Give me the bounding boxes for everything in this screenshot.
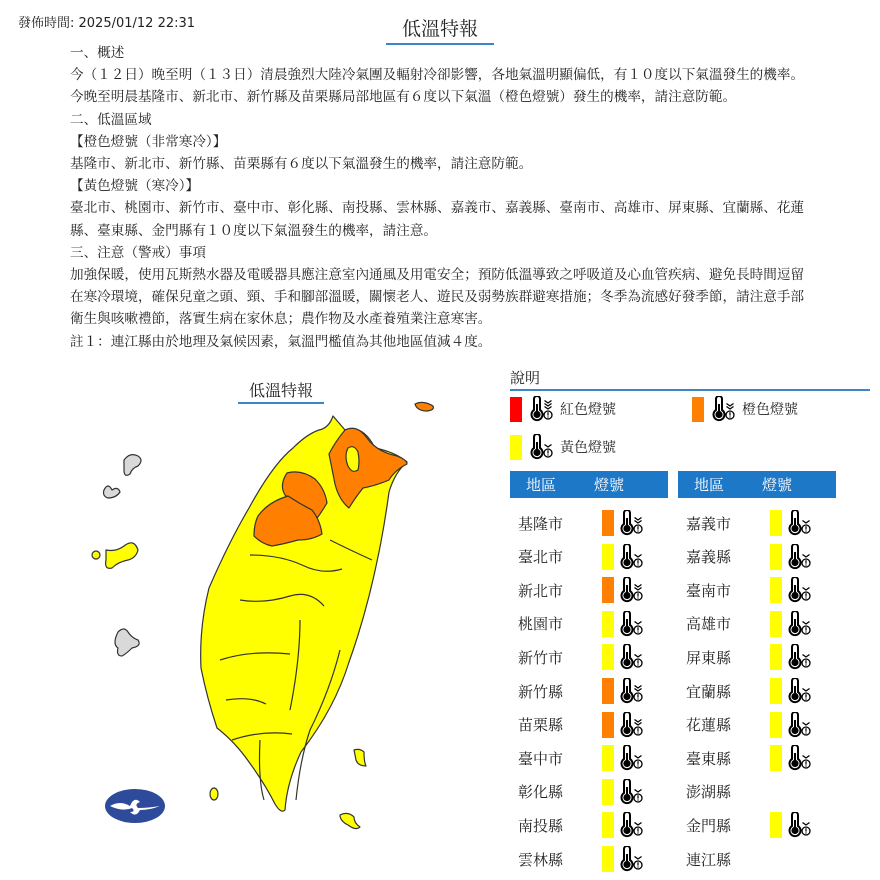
table-row	[510, 846, 644, 872]
orange-heading: 【橙色燈號（非常寒冷）】	[70, 133, 227, 150]
footnote: 註１：連江縣由於地理及氣候因素，氣溫門檻值為其他地區值減４度。	[70, 333, 492, 350]
legend-yellow-label: 黃色燈號	[560, 440, 616, 456]
orange-text: 基隆市、新北市、新竹縣、苗栗縣有６度以下氣溫發生的機率，請注意防範。	[70, 156, 533, 173]
yellow-heading: 【黃色燈號（寒冷）】	[70, 178, 200, 195]
yellow-signal-swatch	[770, 712, 782, 738]
yellow-signal-swatch	[602, 745, 614, 771]
region-name: 臺南市	[686, 581, 732, 600]
thermometer-alert-icon	[786, 745, 812, 771]
legend-orange-label: 橙色燈號	[742, 402, 798, 418]
gray-island-1	[124, 455, 141, 476]
region-name: 雲林縣	[518, 850, 564, 869]
liuqiu-island	[210, 788, 218, 800]
page-title: 低溫特報	[386, 14, 494, 45]
table-row	[678, 577, 812, 603]
table-row	[678, 745, 812, 771]
thermometer-alert-icon	[786, 577, 812, 603]
bulletin-body	[70, 42, 810, 353]
orange-signal-swatch	[602, 678, 614, 704]
region-name: 澎湖縣	[686, 783, 732, 802]
orange-signal-swatch	[602, 712, 614, 738]
table-row	[510, 544, 644, 570]
legend-yellow	[510, 434, 616, 460]
red-swatch	[510, 397, 522, 422]
region-name: 新竹縣	[518, 682, 564, 701]
region-name: 臺東縣	[686, 749, 732, 768]
table-row	[678, 611, 812, 637]
region-name: 南投縣	[518, 816, 564, 835]
table-header-left	[510, 471, 668, 498]
yellow-signal-swatch	[770, 544, 782, 570]
yellow-signal-swatch	[770, 611, 782, 637]
orange-swatch	[692, 397, 704, 422]
section3-text: 加強保暖，使用瓦斯熱水器及電暖器具應注意室內通風及用電安全；預防低溫導致之呼吸道及心血管疾病、避免長時間逗留在寒冷環境，確保兒童之頭、頸、手和腳部溫暖，關懷老人、遊民及弱勢族群避寒措施；冬季為流感好發季節，請注意手部衛生與咳嗽禮節，落實生病在家休息；農作物及水產養殖業注意寒害。	[70, 267, 805, 328]
thermometer-alert-icon	[786, 812, 812, 838]
col-region: 地區	[526, 476, 557, 494]
thermometer-alert-icon	[786, 712, 812, 738]
thermometer-alert-icon	[618, 678, 644, 704]
region-name: 連江縣	[686, 850, 732, 869]
region-name: 嘉義市	[686, 514, 732, 533]
region-name: 高雄市	[686, 615, 732, 634]
table-row	[678, 846, 770, 872]
region-name: 桃園市	[518, 615, 564, 634]
orange-signal-swatch	[602, 510, 614, 536]
table-row	[510, 611, 644, 637]
region-name: 苗栗縣	[518, 716, 564, 735]
thermometer-alert-icon	[786, 544, 812, 570]
thermometer-alert-icon	[786, 644, 812, 670]
gray-island-2	[104, 486, 121, 498]
table-row	[678, 678, 812, 704]
kinmen-small	[92, 551, 100, 559]
region-name: 嘉義縣	[686, 548, 732, 567]
yellow-text: 臺北市、桃園市、新竹市、臺中市、彰化縣、南投縣、雲林縣、嘉義市、嘉義縣、臺南市、高雄市、屏東縣、宜蘭縣、花蓮縣、臺東縣、金門縣有１０度以下氣溫發生的機率，請注意。	[70, 200, 805, 239]
table-row	[510, 812, 644, 838]
thermometer-alert-icon	[618, 712, 644, 738]
section2-heading: 二、低溫區域	[70, 111, 152, 128]
legend-red-label: 紅色燈號	[560, 402, 616, 418]
legend-red	[510, 396, 616, 422]
thermometer-alert-icon	[618, 544, 644, 570]
thermometer-alert-icon	[618, 779, 644, 805]
thermometer-alert-icon	[786, 611, 812, 637]
table-row	[678, 812, 812, 838]
table-row	[678, 779, 770, 805]
penghu-island	[115, 629, 139, 656]
legend-orange	[692, 396, 798, 422]
region-name: 基隆市	[518, 514, 564, 533]
cwa-logo	[104, 788, 166, 824]
yellow-signal-swatch	[602, 812, 614, 838]
thermometer-alert-icon	[618, 510, 644, 536]
yellow-signal-swatch	[770, 812, 782, 838]
region-name: 臺北市	[518, 548, 564, 567]
thermometer-alert-icon	[618, 644, 644, 670]
table-row	[510, 577, 644, 603]
thermometer-alert-icon	[786, 510, 812, 536]
thermometer-alert-icon	[618, 577, 644, 603]
section1-text: 今（１２日）晚至明（１３日）清晨強烈大陸冷氣團及輻射冷卻影響，各地氣溫明顯偏低，有１０度以下氣溫發生的機率。今晚至明晨基隆市、新北市、新竹縣及苗栗縣局部地區有６度以下氣溫（橙色燈號）發生的機率，請注意防範。	[70, 67, 805, 106]
col-region: 地區	[694, 476, 725, 494]
kinmen-island	[106, 543, 138, 569]
yellow-signal-swatch	[602, 644, 614, 670]
table-row	[678, 544, 812, 570]
thermometer-alert-icon	[528, 434, 554, 460]
col-signal: 燈號	[762, 476, 793, 494]
green-island	[354, 749, 366, 766]
region-name: 屏東縣	[686, 648, 732, 667]
yellow-signal-swatch	[602, 544, 614, 570]
table-row	[510, 745, 644, 771]
region-name: 宜蘭縣	[686, 682, 732, 701]
col-signal: 燈號	[594, 476, 625, 494]
table-row	[678, 712, 812, 738]
yellow-signal-swatch	[770, 577, 782, 603]
table-header-right	[678, 471, 836, 498]
table-row	[510, 644, 644, 670]
yellow-signal-swatch	[602, 846, 614, 872]
thermometer-alert-icon	[710, 396, 736, 422]
table-row	[678, 644, 812, 670]
map-title: 低溫特報	[238, 378, 324, 404]
thermometer-alert-icon	[618, 846, 644, 872]
yellow-signal-swatch	[770, 644, 782, 670]
region-name: 臺中市	[518, 749, 564, 768]
orange-signal-swatch	[602, 577, 614, 603]
region-name: 新北市	[518, 581, 564, 600]
region-name: 彰化縣	[518, 783, 564, 802]
legend-title: 說明	[510, 367, 870, 391]
region-name: 花蓮縣	[686, 716, 732, 735]
orchid-island	[340, 813, 360, 828]
region-name: 金門縣	[686, 816, 732, 835]
table-row	[678, 510, 812, 536]
yellow-signal-swatch	[770, 510, 782, 536]
table-row	[510, 712, 644, 738]
section3-heading: 三、注意（警戒）事項	[70, 244, 206, 261]
yellow-signal-swatch	[602, 611, 614, 637]
thermometer-alert-icon	[618, 611, 644, 637]
yellow-signal-swatch	[770, 678, 782, 704]
yellow-signal-swatch	[602, 779, 614, 805]
thermometer-alert-icon	[786, 678, 812, 704]
thermometer-alert-icon	[618, 745, 644, 771]
thermometer-alert-icon	[528, 396, 554, 422]
thermometer-alert-icon	[618, 812, 644, 838]
table-row	[510, 678, 644, 704]
matsu-island	[415, 402, 433, 411]
table-row	[510, 510, 644, 536]
issue-time: 發佈時間: 2025/01/12 22:31	[18, 16, 196, 31]
yellow-signal-swatch	[770, 745, 782, 771]
table-row	[510, 779, 644, 805]
section1-heading: 一、概述	[70, 45, 125, 61]
region-name: 新竹市	[518, 648, 564, 667]
yellow-swatch	[510, 435, 522, 460]
